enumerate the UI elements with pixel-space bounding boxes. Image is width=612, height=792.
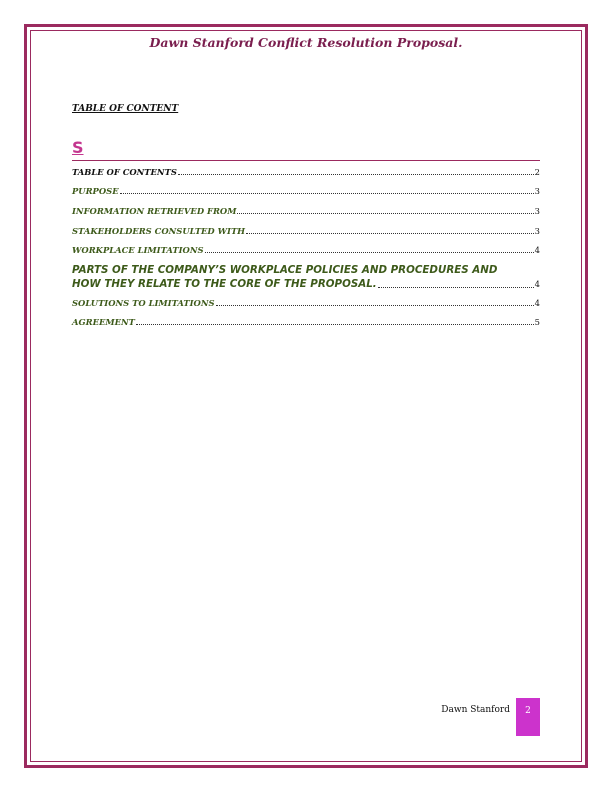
toc-entry-page: 3 [534, 226, 540, 236]
footer-page-number: 2 [516, 698, 540, 736]
toc-entry-page: 2 [534, 167, 540, 177]
toc-entry-title: INFORMATION RETRIEVED FROM [72, 206, 237, 216]
toc-entry-page: 5 [534, 317, 540, 327]
toc-entry-information-retrieved[interactable] [72, 206, 540, 216]
toc-entry-title-line1: PARTS OF THE COMPANY’S WORKPLACE POLICIES AND PROCEDURES AND [72, 264, 498, 276]
toc-label: TABLE OF CONTENT [72, 104, 179, 114]
toc-entry-title: AGREEMENT [72, 317, 135, 327]
toc-entry-policies-procedures[interactable] [72, 263, 540, 291]
toc-entry-agreement[interactable] [72, 317, 540, 327]
toc-entry-page: 3 [534, 206, 540, 216]
toc-leader-dots [237, 213, 533, 214]
toc-leader-dots [136, 324, 534, 325]
page-border-inner [30, 30, 582, 762]
toc-entry-solutions[interactable] [72, 298, 540, 308]
toc-entry-page: 3 [534, 186, 540, 196]
toc-entry-purpose[interactable] [72, 186, 540, 196]
toc-entry-title: PURPOSE [72, 186, 119, 196]
toc-entry-page: 4 [534, 279, 540, 289]
toc-leader-dots [216, 305, 534, 306]
toc-entry-title-line2: HOW THEY RELATE TO THE CORE OF THE PROPOSAL. [72, 278, 377, 290]
toc-heading-rule [72, 160, 540, 161]
toc-entry-table-of-contents[interactable] [72, 167, 540, 177]
toc-entry-page: 4 [534, 245, 540, 255]
toc-entry-page: 4 [534, 298, 540, 308]
toc-entry-title: STAKEHOLDERS CONSULTED WITH [72, 226, 246, 236]
toc-entry-stakeholders[interactable] [72, 226, 540, 236]
toc-leader-dots [120, 193, 534, 194]
toc-leader-dots [205, 252, 534, 253]
toc-leader-dots [178, 174, 534, 175]
toc-entry-title: SOLUTIONS TO LIMITATIONS [72, 298, 215, 308]
document-header-title: Dawn Stanford Conflict Resolution Proposal. [149, 35, 463, 50]
toc-entry-title: WORKPLACE LIMITATIONS [72, 245, 204, 255]
toc-leader-dots [378, 287, 534, 288]
toc-heading-letter: S [72, 138, 84, 157]
toc-leader-dots [246, 233, 534, 234]
footer-author: Dawn Stanford [441, 705, 510, 715]
toc-entry-workplace-limitations[interactable] [72, 245, 540, 255]
toc-entry-title: TABLE OF CONTENTS [72, 167, 177, 177]
